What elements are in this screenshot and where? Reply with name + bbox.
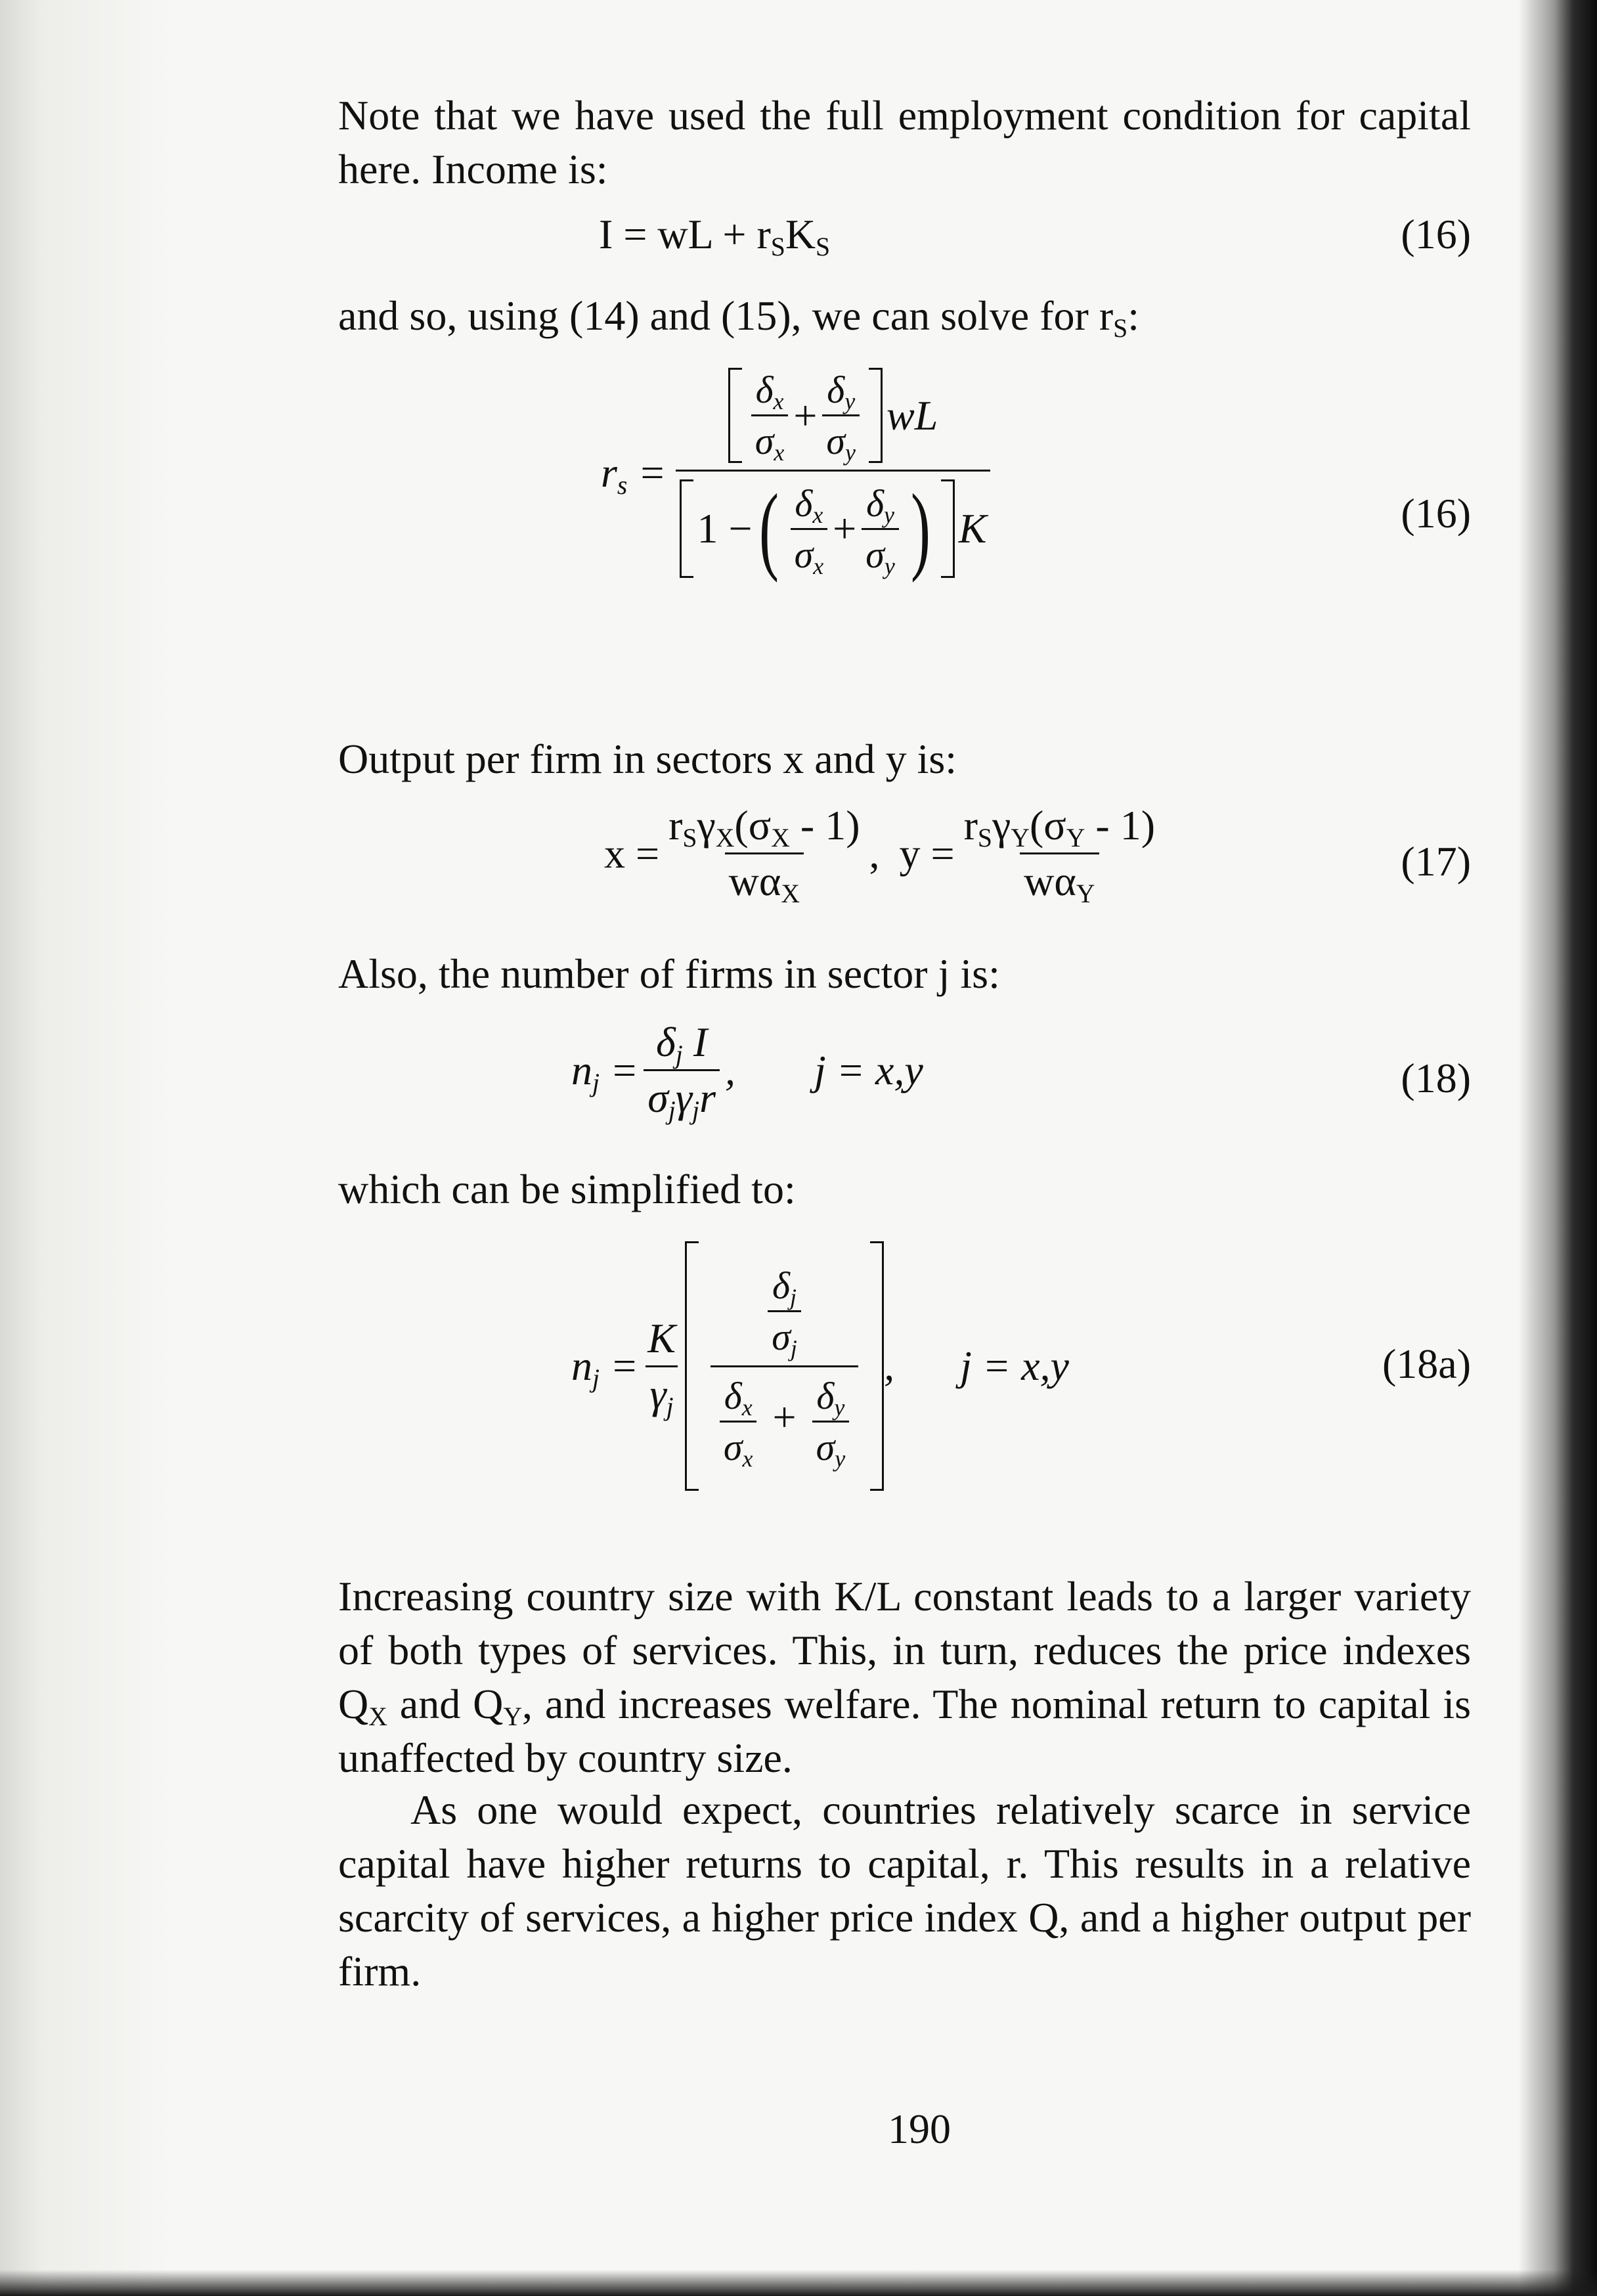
equation-18a [338,1241,1471,1504]
equation-condition: j = x,y [814,1046,923,1093]
equation-number: (17) [1401,838,1471,885]
equation-number: (18a) [1382,1340,1471,1387]
paragraph-country-size [338,1570,1471,1785]
subscript: Y [503,1702,522,1732]
paragraph-output-per-firm [338,732,1471,786]
book-spine-edge [1518,0,1597,2296]
equation-condition: j = x,y [960,1342,1069,1389]
equation-body: $n_j$ = $\frac{K}{\gamma_j}$ $\frac{\delta_j}{\sigma_j}$ $\frac{\delta_x}{\sigma_x}$ + $\frac{\delta_y}{\sigma_y}$ , j = x,y [571,1241,1069,1491]
page-shadow-left [0,0,171,2296]
paragraph-text-end: : [1127,292,1139,339]
paragraph-text: and so, using (14) and (15), we can solve for r [338,292,1114,339]
paragraph-text: Also, the number of firms in sector j is: [338,950,1000,997]
paragraph-scarce-capital [338,1783,1471,1998]
paragraph-income-intro [338,89,1471,196]
paragraph-text-mid: and Q [387,1681,504,1727]
equation-body: $r_s$ = $\frac{\delta_x}{\sigma_x}$ + $\frac{\delta_y}{\sigma_y}$ wL 1 − ( $\frac{\delta_x}{\sigma_x}$ + $\frac{\delta_y}{\sigma_y}$ ) K [601,368,990,578]
paragraph-text-end: , and increases welfare. The nominal return to capital is unaffected by country size. [338,1681,1472,1781]
subscript: S [1113,314,1128,343]
subscript: X [368,1702,387,1732]
paragraph-text: which can be simplified to: [338,1166,796,1212]
equation-number: (18) [1401,1055,1471,1101]
equation-body: x = $\frac{r_S\gamma_X(\sigma_X - 1)}{w\alpha_X}$ , y = $\frac{r_S\gamma_Y(\sigma_Y - 1)}{w\alpha_Y}$ [604,802,1156,909]
equation-16-income [338,210,1471,269]
paragraph-number-of-firms [338,947,1471,1001]
paragraph-simplified [338,1162,1471,1216]
page-bottom-edge [0,2270,1597,2296]
paragraph-text: Note that we have used the full employment condition for capital here. Income is: [338,92,1471,192]
equation-16-rs [338,368,1471,670]
page-number: 190 [888,2106,951,2152]
paragraph-text: Output per firm in sectors x and y is: [338,736,957,782]
paragraph-solve-rs [338,289,1471,343]
equation-number: (16) [1401,490,1471,537]
paragraph-text: Increasing country size with K/L constant leads to a larger variety of both types of services. This, in turn, reduces the price indexes Q [338,1573,1471,1727]
equation-body: I = wL + $r_SK_S$ [599,211,831,262]
equation-body: $n_j$ = $\frac{\delta_j I}{\sigma_j\gamma_jr}$ , j = x,y [571,1019,923,1126]
paragraph-text: As one would expect, countries relatively scarce in service capital have higher returns to capital, r. This results in a relative scarcity of services, a higher price index Q, and a higher output per firm. [338,1786,1471,1995]
equation-number: (16) [1401,211,1471,257]
equation-17 [338,801,1471,933]
equation-18 [338,1018,1471,1143]
